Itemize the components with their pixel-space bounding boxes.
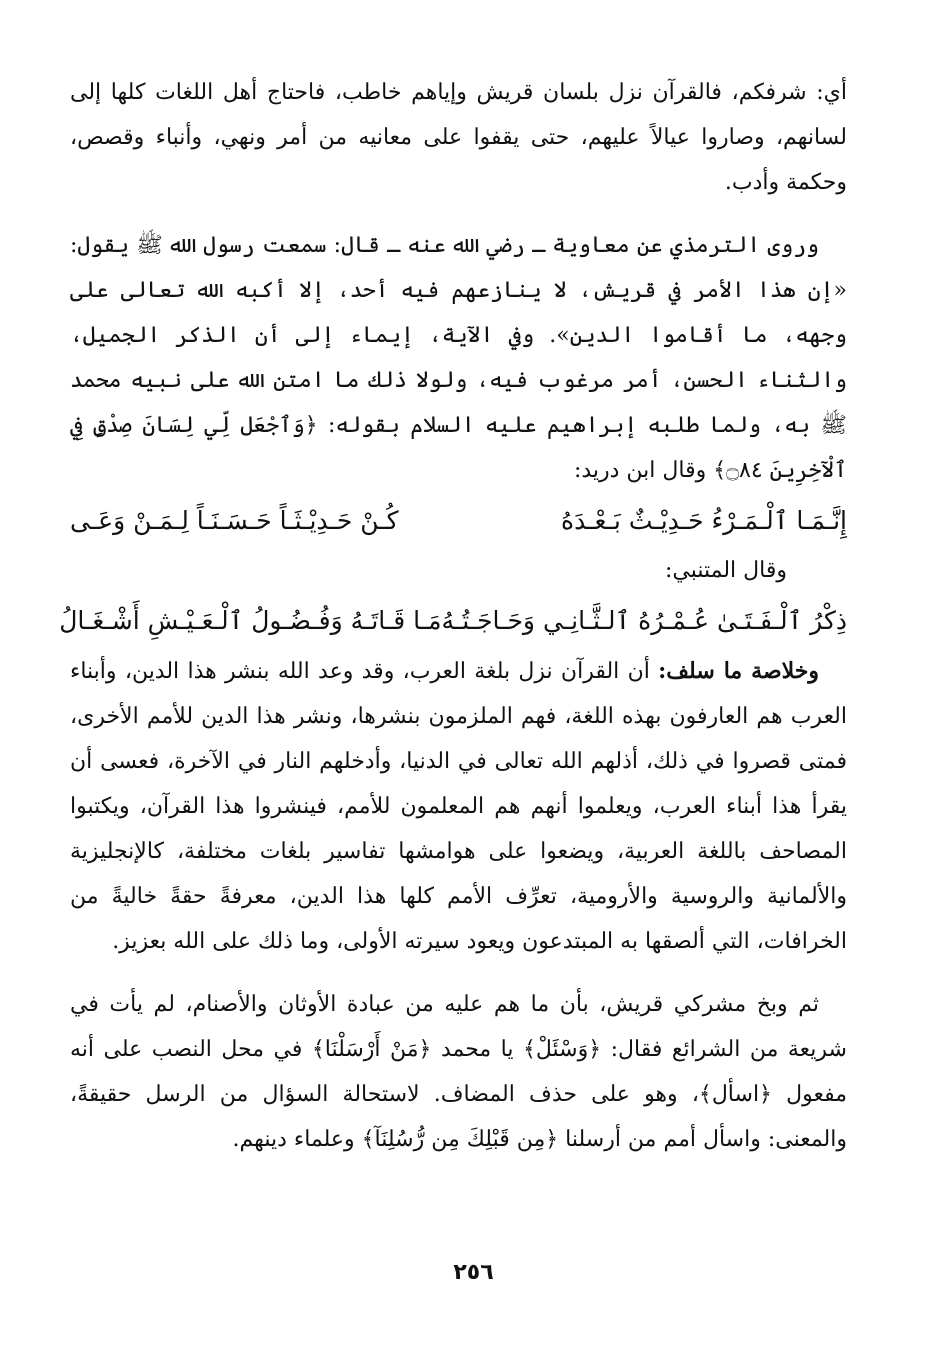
verse-2-first-hemistich: ذِكْرُ ٱلْـفَـتَـىٰ عُـمْـرُهُ ٱلـثَّـانِـي وَحَـاجَـتُـهُ — [441, 606, 847, 635]
paragraph-4: ثم وبخ مشركي قريش، بأن ما هم عليه من عبادة الأوثان والأصنام، لم يأت في شريعة من الشرائع فقال: ﴿وَسْئَلْ﴾ يا محمد ﴿مَنْ أَرْسَلْنَا﴾ في محل النصب على أنه مفعول ﴿اسأل﴾، وهو على حذف المضاف. لاستحالة السؤال من الرسل حقيقةً، والمعنى: واسأل أمم من أرسلنا ﴿مِن قَبْلِكَ مِن رُّسُلِنَآ﴾ وعلماء دينهم. — [70, 992, 847, 1152]
paragraph-gap — [70, 964, 847, 982]
verse-1-second-hemistich: كُـنْ حَـدِيْـثَـاً حَـسَـنَـاً لِـمَـنْ وَعَـى — [70, 506, 399, 535]
paragraph-1: أي: شرفكم، فالقرآن نزل بلسان قريش وإياهم خاطب، فاحتاج أهل اللغات كلها إلى لسانهم، وصاروا عيالاً عليهم، حتى يقفوا على معانيه من أمر ونهي، وأنباء وقصص، وحكمة وأدب. — [70, 80, 847, 195]
poem-verse-1 — [70, 495, 847, 547]
summary-text: أن القرآن نزل بلغة العرب، وقد وعد الله بنشر هذا الدين، وأبناء العرب هم العارفون بهذه اللغة، فهم الملزمون بنشرها، ونشر هذا الدين للأمم الأخرى، فمتى قصروا في ذلك، أذلهم الله تعالى في الدنيا، وأدخلهم النار في الآخرة، فعسى أن يقرأ هذا أبناء العرب، ويعلموا أنهم هم المعلمون للأمم، فينشروا هذا القرآن، ويكتبوا المصاحف باللغة العربية، ويضعوا على هوامشها تفاسير بلغات مختلفة، كالإنجليزية والألمانية والروسية والأرومية، تعرِّف الأمم كلها هذا الدين، معرفةً حقةً خاليةً من الخرافات، التي ألصقها به المبتدعون ويعود سيرته الأولى، وما ذلك على الله بعزيز. — [70, 659, 847, 954]
verse-2-second-hemistich: مَـا قَـاتَـهُ وَفُـضُـولُ ٱلْـعَـيْـشِ أَشْـغَـالُ — [59, 606, 442, 635]
poem-verse-2 — [59, 595, 847, 647]
paragraph-gap — [70, 205, 847, 223]
page-body — [59, 70, 847, 1162]
verse-1-first-hemistich: إِنَّـمَـا ٱلْـمَـرْءُ حَـدِيْـثٌ بَـعْـدَهُ — [561, 506, 847, 535]
summary-lead: وخلاصة ما سلف: — [658, 658, 820, 684]
page-number: ٢٥٦ — [453, 1260, 494, 1285]
paragraph-2: وروى الترمذي عن معاوية ـ رضي الله عنه ـ قال: سمعت رسول الله ﷺ يقول: «إن هذا الأمر في قريش، لا ينازعهم فيه أحد، إلا أكبه الله تعالى على وجهه، ما أقاموا الدين». وفي الآية، إيماء إلى أن الذكر الجميل، والثناء الحسن، أمر مرغوب فيه، ولولا ذلك ما امتن الله على نبيه محمد ﷺ به، ولما طلبه إبراهيم عليه السلام بقوله: ﴿وَٱجْعَل لِّي لِسَانَ صِدْقٍ فِي ٱلْآخِرِينَ ۝٨٤﴾ وقال ابن دريد: — [70, 233, 847, 483]
paragraph-3 — [70, 649, 847, 964]
poet-intro: وقال المتنبي: — [664, 558, 787, 583]
